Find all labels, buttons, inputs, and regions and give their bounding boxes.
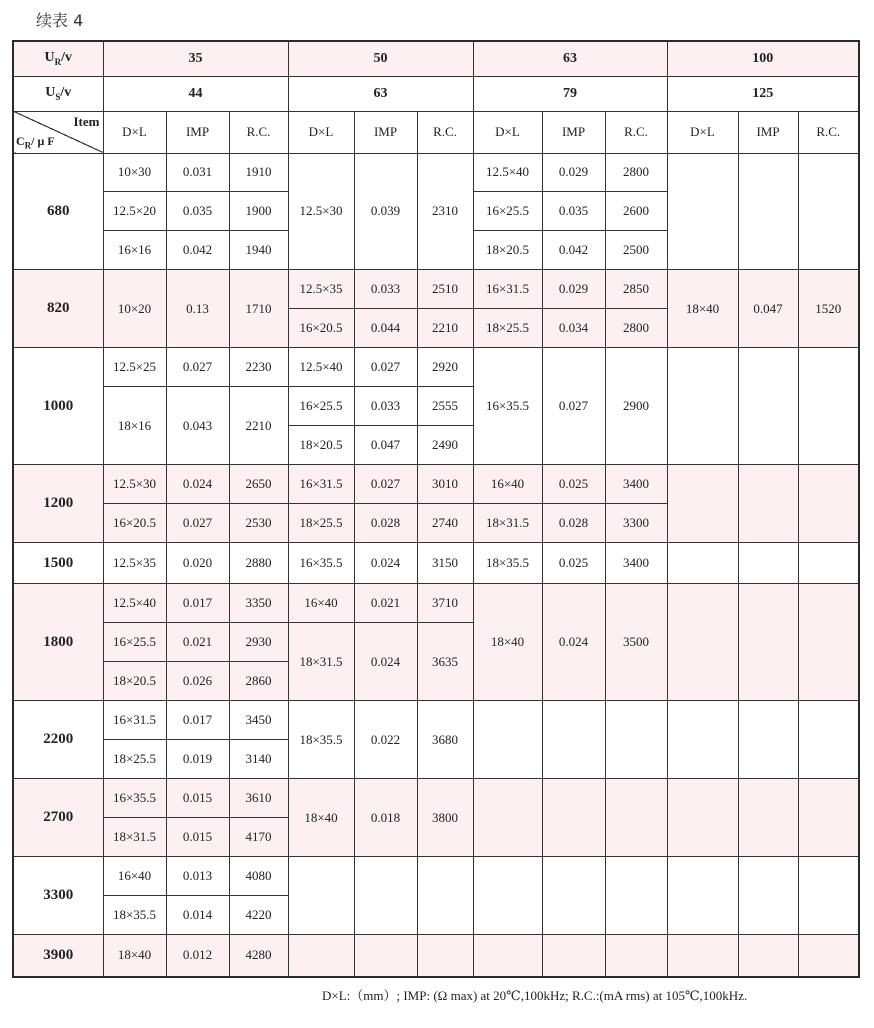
- empty-cell: [667, 934, 738, 977]
- table-cell: 2800: [605, 153, 667, 192]
- table-cell: 12.5×40: [473, 153, 542, 192]
- table-cell: 0.034: [542, 309, 605, 348]
- table-cell: 18×40: [288, 779, 354, 857]
- table-cell: 0.024: [542, 584, 605, 701]
- table-cell: 3400: [605, 543, 667, 584]
- dl-header: D×L: [103, 111, 166, 153]
- table-cell: 1940: [229, 231, 288, 270]
- table-cell: 3010: [417, 465, 473, 504]
- empty-cell: [738, 779, 798, 857]
- table-cell: 2850: [605, 270, 667, 309]
- empty-cell: [667, 856, 738, 934]
- table-cell: 1900: [229, 192, 288, 231]
- table-cell: 18×31.5: [288, 623, 354, 701]
- table-cell: 16×40: [473, 465, 542, 504]
- table-row: [13, 543, 859, 584]
- us-label: $U_S/v$: [13, 76, 103, 111]
- table-cell: 0.012: [166, 934, 229, 977]
- table-cell: 18×20.5: [473, 231, 542, 270]
- table-cell: 16×16: [103, 231, 166, 270]
- table-cell: 1520: [798, 270, 859, 348]
- empty-cell: [738, 348, 798, 465]
- table-cell: 0.028: [354, 504, 417, 543]
- empty-cell: [542, 701, 605, 779]
- table-cell: 0.033: [354, 387, 417, 426]
- item-capacitance-corner: [13, 111, 103, 153]
- table-cell: 1710: [229, 270, 288, 348]
- table-cell: 0.020: [166, 543, 229, 584]
- empty-cell: [798, 153, 859, 270]
- table-cell: 3350: [229, 584, 288, 623]
- table-caption: 续表 4: [36, 11, 84, 30]
- table-cell: 2490: [417, 426, 473, 465]
- table-cell: 2600: [605, 192, 667, 231]
- table-cell: 2650: [229, 465, 288, 504]
- dl-header: D×L: [288, 111, 354, 153]
- table-cell: 10×30: [103, 153, 166, 192]
- table-row: [13, 584, 859, 623]
- table-cell: 0.017: [166, 584, 229, 623]
- table-cell: 0.027: [354, 465, 417, 504]
- table-cell: 0.028: [542, 504, 605, 543]
- table-cell: 0.025: [542, 465, 605, 504]
- table-cell: 3635: [417, 623, 473, 701]
- table-cell: 16×40: [288, 584, 354, 623]
- table-cell: 3450: [229, 701, 288, 740]
- table-cell: 10×20: [103, 270, 166, 348]
- empty-cell: [798, 934, 859, 977]
- table-cell: 3150: [417, 543, 473, 584]
- table-cell: 2210: [417, 309, 473, 348]
- table-cell: 0.025: [542, 543, 605, 584]
- table-cell: 0.015: [166, 779, 229, 818]
- empty-cell: [288, 856, 354, 934]
- table-cell: 18×25.5: [473, 309, 542, 348]
- table-cell: 16×31.5: [288, 465, 354, 504]
- empty-cell: [605, 856, 667, 934]
- empty-cell: [738, 465, 798, 543]
- empty-cell: [738, 153, 798, 270]
- rated-voltage-row: [13, 41, 859, 76]
- table-cell: 0.024: [354, 543, 417, 584]
- table-cell: 0.017: [166, 701, 229, 740]
- table-cell: 2860: [229, 662, 288, 701]
- table-cell: 16×35.5: [103, 779, 166, 818]
- capacitance-cell: 2200: [13, 701, 103, 779]
- rc-header: R.C.: [605, 111, 667, 153]
- empty-cell: [288, 934, 354, 977]
- table-cell: 18×20.5: [288, 426, 354, 465]
- table-cell: 0.019: [166, 740, 229, 779]
- table-cell: 16×25.5: [103, 623, 166, 662]
- table-cell: 0.027: [542, 348, 605, 465]
- empty-cell: [798, 856, 859, 934]
- table-cell: 0.015: [166, 818, 229, 857]
- table-cell: 16×40: [103, 856, 166, 895]
- table-cell: 1910: [229, 153, 288, 192]
- ur-value: 50: [288, 41, 473, 76]
- dl-header: D×L: [473, 111, 542, 153]
- capacitance-cell: 820: [13, 270, 103, 348]
- table-cell: 0.021: [354, 584, 417, 623]
- table-cell: 0.047: [354, 426, 417, 465]
- empty-cell: [605, 934, 667, 977]
- table-cell: 0.027: [166, 504, 229, 543]
- empty-cell: [605, 779, 667, 857]
- table-cell: 0.014: [166, 895, 229, 934]
- table-cell: 0.018: [354, 779, 417, 857]
- table-cell: 0.024: [354, 623, 417, 701]
- imp-header: IMP: [542, 111, 605, 153]
- capacitance-label: $C_R/$ μ F: [16, 134, 55, 151]
- table-cell: 16×31.5: [473, 270, 542, 309]
- table-cell: 3680: [417, 701, 473, 779]
- table-cell: 3300: [605, 504, 667, 543]
- us-value: 44: [103, 76, 288, 111]
- empty-cell: [667, 465, 738, 543]
- capacitance-cell: 3900: [13, 934, 103, 977]
- empty-cell: [542, 934, 605, 977]
- table-cell: 18×40: [473, 584, 542, 701]
- table-cell: 18×16: [103, 387, 166, 465]
- table-cell: 0.033: [354, 270, 417, 309]
- empty-cell: [798, 465, 859, 543]
- rc-header: R.C.: [798, 111, 859, 153]
- table-cell: 16×31.5: [103, 701, 166, 740]
- table-row: [13, 856, 859, 895]
- table-cell: 0.13: [166, 270, 229, 348]
- empty-cell: [542, 779, 605, 857]
- capacitance-cell: 680: [13, 153, 103, 270]
- table-row: [13, 465, 859, 504]
- table-cell: 18×20.5: [103, 662, 166, 701]
- table-cell: 2310: [417, 153, 473, 270]
- empty-cell: [798, 543, 859, 584]
- empty-cell: [798, 348, 859, 465]
- table-cell: 16×25.5: [288, 387, 354, 426]
- empty-cell: [798, 701, 859, 779]
- capacitance-cell: 2700: [13, 779, 103, 857]
- empty-cell: [667, 153, 738, 270]
- us-value: 125: [667, 76, 859, 111]
- empty-cell: [667, 543, 738, 584]
- table-cell: 4220: [229, 895, 288, 934]
- table-cell: 0.029: [542, 270, 605, 309]
- table-cell: 2740: [417, 504, 473, 543]
- table-cell: 2800: [605, 309, 667, 348]
- table-cell: 0.024: [166, 465, 229, 504]
- table-cell: 16×20.5: [288, 309, 354, 348]
- table-cell: 0.022: [354, 701, 417, 779]
- table-cell: 18×35.5: [473, 543, 542, 584]
- table-row: [13, 348, 859, 387]
- empty-cell: [473, 856, 542, 934]
- table-cell: 2555: [417, 387, 473, 426]
- empty-cell: [417, 856, 473, 934]
- table-cell: 12.5×40: [103, 584, 166, 623]
- table-cell: 0.026: [166, 662, 229, 701]
- surge-voltage-row: [13, 76, 859, 111]
- rc-header: R.C.: [417, 111, 473, 153]
- capacitance-cell: 1500: [13, 543, 103, 584]
- table-cell: 12.5×35: [103, 543, 166, 584]
- table-row: [13, 153, 859, 192]
- table-cell: 16×35.5: [473, 348, 542, 465]
- table-cell: 4170: [229, 818, 288, 857]
- table-cell: 2230: [229, 348, 288, 387]
- table-cell: 3800: [417, 779, 473, 857]
- ur-value: 100: [667, 41, 859, 76]
- empty-cell: [354, 856, 417, 934]
- table-cell: 0.043: [166, 387, 229, 465]
- ur-value: 63: [473, 41, 667, 76]
- table-cell: 2500: [605, 231, 667, 270]
- table-cell: 12.5×35: [288, 270, 354, 309]
- table-cell: 0.027: [166, 348, 229, 387]
- table-cell: 2210: [229, 387, 288, 465]
- table-row: [13, 934, 859, 977]
- empty-cell: [798, 584, 859, 701]
- empty-cell: [738, 584, 798, 701]
- table-cell: 2880: [229, 543, 288, 584]
- table-cell: 18×40: [103, 934, 166, 977]
- table-cell: 0.035: [542, 192, 605, 231]
- empty-cell: [667, 348, 738, 465]
- table-cell: 3610: [229, 779, 288, 818]
- empty-cell: [667, 779, 738, 857]
- table-cell: 4080: [229, 856, 288, 895]
- table-cell: 0.021: [166, 623, 229, 662]
- table-cell: 2530: [229, 504, 288, 543]
- table-cell: 0.047: [738, 270, 798, 348]
- capacitance-cell: 3300: [13, 856, 103, 934]
- table-cell: 3710: [417, 584, 473, 623]
- table-cell: 3400: [605, 465, 667, 504]
- table-cell: 18×25.5: [103, 740, 166, 779]
- table-cell: 12.5×20: [103, 192, 166, 231]
- table-cell: 18×25.5: [288, 504, 354, 543]
- table-cell: 0.035: [166, 192, 229, 231]
- empty-cell: [738, 543, 798, 584]
- table-row: [13, 779, 859, 818]
- table-cell: 16×35.5: [288, 543, 354, 584]
- item-label: Item: [73, 113, 100, 129]
- footnote: D×L:（mm）; IMP: (Ω max) at 20℃,100kHz; R.C.:(mA rms) at 105℃,100kHz.: [322, 988, 748, 1003]
- table-cell: 16×25.5: [473, 192, 542, 231]
- table-cell: 3140: [229, 740, 288, 779]
- table-cell: 0.031: [166, 153, 229, 192]
- table-cell: 18×31.5: [473, 504, 542, 543]
- table-cell: 0.044: [354, 309, 417, 348]
- table-cell: 0.042: [542, 231, 605, 270]
- table-cell: 16×20.5: [103, 504, 166, 543]
- table-cell: 0.039: [354, 153, 417, 270]
- empty-cell: [738, 934, 798, 977]
- table-cell: 0.013: [166, 856, 229, 895]
- table-cell: 18×40: [667, 270, 738, 348]
- empty-cell: [798, 779, 859, 857]
- us-value: 63: [288, 76, 473, 111]
- table-cell: 4280: [229, 934, 288, 977]
- capacitor-spec-table: [12, 40, 860, 978]
- empty-cell: [667, 701, 738, 779]
- rc-header: R.C.: [229, 111, 288, 153]
- empty-cell: [667, 584, 738, 701]
- table-cell: 2930: [229, 623, 288, 662]
- empty-cell: [738, 856, 798, 934]
- empty-cell: [738, 701, 798, 779]
- table-cell: 12.5×30: [288, 153, 354, 270]
- imp-header: IMP: [166, 111, 229, 153]
- empty-cell: [473, 934, 542, 977]
- capacitance-cell: 1000: [13, 348, 103, 465]
- empty-cell: [473, 701, 542, 779]
- column-header-row: [13, 111, 859, 153]
- table-cell: 0.027: [354, 348, 417, 387]
- table-cell: 2900: [605, 348, 667, 465]
- table-cell: 12.5×40: [288, 348, 354, 387]
- table-cell: 2920: [417, 348, 473, 387]
- table-cell: 18×35.5: [103, 895, 166, 934]
- table-cell: 3500: [605, 584, 667, 701]
- table-cell: 0.029: [542, 153, 605, 192]
- table-cell: 12.5×30: [103, 465, 166, 504]
- table-cell: 0.042: [166, 231, 229, 270]
- empty-cell: [417, 934, 473, 977]
- empty-cell: [605, 701, 667, 779]
- empty-cell: [473, 779, 542, 857]
- us-value: 79: [473, 76, 667, 111]
- capacitance-cell: 1200: [13, 465, 103, 543]
- table-cell: 12.5×25: [103, 348, 166, 387]
- dl-header: D×L: [667, 111, 738, 153]
- ur-label: $U_R/v$: [13, 41, 103, 76]
- empty-cell: [542, 856, 605, 934]
- table-cell: 18×35.5: [288, 701, 354, 779]
- table-cell: 2510: [417, 270, 473, 309]
- capacitance-cell: 1800: [13, 584, 103, 701]
- imp-header: IMP: [354, 111, 417, 153]
- empty-cell: [354, 934, 417, 977]
- ur-value: 35: [103, 41, 288, 76]
- table-row: [13, 701, 859, 740]
- table-row: [13, 270, 859, 309]
- table-cell: 18×31.5: [103, 818, 166, 857]
- imp-header: IMP: [738, 111, 798, 153]
